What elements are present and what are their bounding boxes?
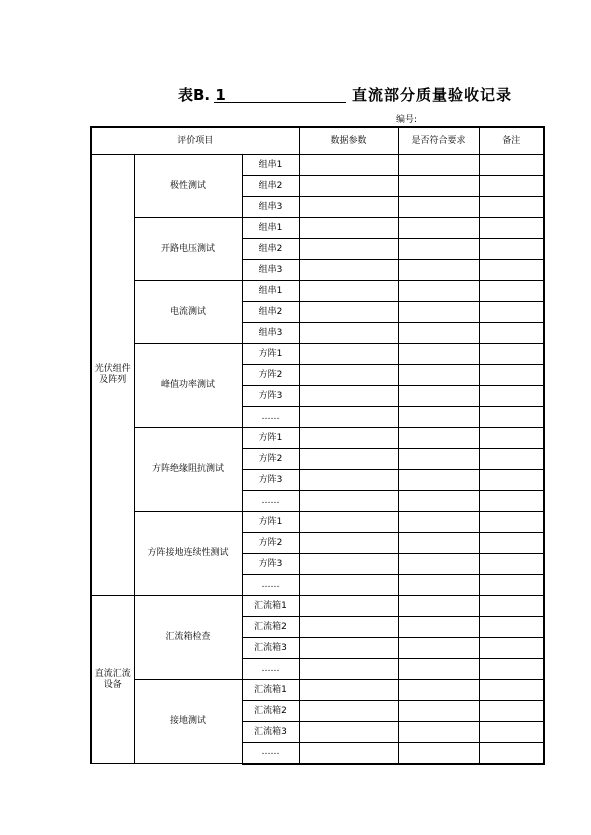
compliance-cell[interactable] [398, 680, 479, 701]
test-label: 接地测试 [134, 680, 242, 764]
document-title [0, 84, 591, 110]
sub-item-label: 汇流箱3 [242, 638, 299, 659]
table-row [91, 596, 544, 617]
data-cell[interactable] [299, 533, 398, 554]
test-label: 方阵绝缘阻抗测试 [134, 428, 242, 512]
remark-cell[interactable] [479, 218, 544, 239]
data-cell[interactable] [299, 680, 398, 701]
compliance-cell[interactable] [398, 386, 479, 407]
sub-item-label: 方阵1 [242, 344, 299, 365]
table-row [91, 680, 544, 701]
header-compliance: 是否符合要求 [398, 127, 479, 155]
data-cell[interactable] [299, 659, 398, 680]
group-label: 光伏组件及阵列 [91, 155, 134, 596]
compliance-cell[interactable] [398, 407, 479, 428]
remark-cell[interactable] [479, 722, 544, 743]
data-cell[interactable] [299, 701, 398, 722]
data-cell[interactable] [299, 722, 398, 743]
data-cell[interactable] [299, 197, 398, 218]
remark-cell[interactable] [479, 533, 544, 554]
remark-cell[interactable] [479, 659, 544, 680]
test-label: 开路电压测试 [134, 218, 242, 281]
header-row [91, 127, 544, 155]
sub-item-label: 组串3 [242, 260, 299, 281]
header-remark: 备注 [479, 127, 544, 155]
sub-item-label: 组串1 [242, 155, 299, 176]
compliance-cell[interactable] [398, 260, 479, 281]
data-cell[interactable] [299, 281, 398, 302]
data-cell[interactable] [299, 176, 398, 197]
compliance-cell[interactable] [398, 554, 479, 575]
remark-cell[interactable] [479, 323, 544, 344]
compliance-cell[interactable] [398, 365, 479, 386]
compliance-cell[interactable] [398, 449, 479, 470]
data-cell[interactable] [299, 512, 398, 533]
data-cell[interactable] [299, 407, 398, 428]
table-row [91, 281, 544, 302]
data-cell[interactable] [299, 260, 398, 281]
group-label: 直流汇流设备 [91, 596, 134, 764]
title-blank-line [214, 102, 346, 103]
data-cell[interactable] [299, 554, 398, 575]
header-item: 评价项目 [91, 127, 299, 155]
test-label: 极性测试 [134, 155, 242, 218]
sub-item-label: …… [242, 659, 299, 680]
compliance-cell[interactable] [398, 722, 479, 743]
sub-item-label: …… [242, 407, 299, 428]
compliance-cell[interactable] [398, 743, 479, 764]
data-cell[interactable] [299, 449, 398, 470]
compliance-cell[interactable] [398, 533, 479, 554]
test-label: 汇流箱检查 [134, 596, 242, 680]
sub-item-label: 汇流箱2 [242, 617, 299, 638]
data-cell[interactable] [299, 155, 398, 176]
remark-cell[interactable] [479, 344, 544, 365]
test-label: 峰值功率测试 [134, 344, 242, 428]
remark-cell[interactable] [479, 512, 544, 533]
remark-cell[interactable] [479, 386, 544, 407]
remark-cell[interactable] [479, 491, 544, 512]
sub-item-label: 方阵2 [242, 449, 299, 470]
data-cell[interactable] [299, 470, 398, 491]
sub-item-label: 方阵1 [242, 428, 299, 449]
data-cell[interactable] [299, 743, 398, 764]
data-cell[interactable] [299, 428, 398, 449]
sub-item-label: …… [242, 743, 299, 764]
inspection-table [90, 126, 545, 765]
compliance-cell[interactable] [398, 155, 479, 176]
data-cell[interactable] [299, 491, 398, 512]
test-label: 方阵接地连续性测试 [134, 512, 242, 596]
table-row [91, 512, 544, 533]
remark-cell[interactable] [479, 554, 544, 575]
sub-item-label: 汇流箱3 [242, 722, 299, 743]
remark-cell[interactable] [479, 302, 544, 323]
compliance-cell[interactable] [398, 239, 479, 260]
remark-cell[interactable] [479, 260, 544, 281]
table-row [91, 428, 544, 449]
table-row [91, 344, 544, 365]
data-cell[interactable] [299, 323, 398, 344]
data-cell[interactable] [299, 218, 398, 239]
compliance-cell[interactable] [398, 575, 479, 596]
table-row [91, 155, 544, 176]
sub-item-label: 汇流箱2 [242, 701, 299, 722]
sub-item-label: 汇流箱1 [242, 596, 299, 617]
compliance-cell[interactable] [398, 176, 479, 197]
sub-item-label: …… [242, 491, 299, 512]
sub-item-label: 方阵3 [242, 470, 299, 491]
remark-cell[interactable] [479, 407, 544, 428]
remark-cell[interactable] [479, 596, 544, 617]
data-cell[interactable] [299, 386, 398, 407]
remark-cell[interactable] [479, 365, 544, 386]
data-cell[interactable] [299, 575, 398, 596]
compliance-cell[interactable] [398, 596, 479, 617]
title-suffix: 直流部分质量验收记录 [352, 86, 513, 104]
remark-cell[interactable] [479, 617, 544, 638]
data-cell[interactable] [299, 302, 398, 323]
compliance-cell[interactable] [398, 428, 479, 449]
compliance-cell[interactable] [398, 701, 479, 722]
compliance-cell[interactable] [398, 470, 479, 491]
sub-item-label: 方阵1 [242, 512, 299, 533]
remark-cell[interactable] [479, 428, 544, 449]
header-data: 数据参数 [299, 127, 398, 155]
remark-cell[interactable] [479, 197, 544, 218]
compliance-cell[interactable] [398, 323, 479, 344]
compliance-cell[interactable] [398, 281, 479, 302]
compliance-cell[interactable] [398, 218, 479, 239]
data-cell[interactable] [299, 596, 398, 617]
compliance-cell[interactable] [398, 491, 479, 512]
data-cell[interactable] [299, 365, 398, 386]
remark-cell[interactable] [479, 176, 544, 197]
compliance-cell[interactable] [398, 659, 479, 680]
sub-item-label: 组串2 [242, 239, 299, 260]
compliance-cell[interactable] [398, 302, 479, 323]
sub-item-label: …… [242, 575, 299, 596]
sub-item-label: 汇流箱1 [242, 680, 299, 701]
data-cell[interactable] [299, 617, 398, 638]
compliance-cell[interactable] [398, 197, 479, 218]
test-label: 电流测试 [134, 281, 242, 344]
sub-item-label: 方阵2 [242, 533, 299, 554]
remark-cell[interactable] [479, 638, 544, 659]
remark-cell[interactable] [479, 575, 544, 596]
compliance-cell[interactable] [398, 617, 479, 638]
remark-cell[interactable] [479, 155, 544, 176]
remark-cell[interactable] [479, 281, 544, 302]
serial-number-label: 编号: [396, 115, 418, 125]
sub-item-label: 组串3 [242, 323, 299, 344]
compliance-cell[interactable] [398, 638, 479, 659]
remark-cell[interactable] [479, 239, 544, 260]
data-cell[interactable] [299, 638, 398, 659]
sub-item-label: 方阵3 [242, 554, 299, 575]
sub-item-label: 组串2 [242, 302, 299, 323]
sub-item-label: 组串1 [242, 218, 299, 239]
remark-cell[interactable] [479, 701, 544, 722]
remark-cell[interactable] [479, 449, 544, 470]
remark-cell[interactable] [479, 743, 544, 764]
sub-item-label: 组串1 [242, 281, 299, 302]
table-row [91, 218, 544, 239]
remark-cell[interactable] [479, 680, 544, 701]
data-cell[interactable] [299, 239, 398, 260]
data-cell[interactable] [299, 344, 398, 365]
sub-item-label: 组串3 [242, 197, 299, 218]
compliance-cell[interactable] [398, 512, 479, 533]
sub-item-label: 组串2 [242, 176, 299, 197]
sub-item-label: 方阵3 [242, 386, 299, 407]
compliance-cell[interactable] [398, 344, 479, 365]
remark-cell[interactable] [479, 470, 544, 491]
sub-item-label: 方阵2 [242, 365, 299, 386]
title-prefix: 表B. 1 [178, 86, 226, 104]
